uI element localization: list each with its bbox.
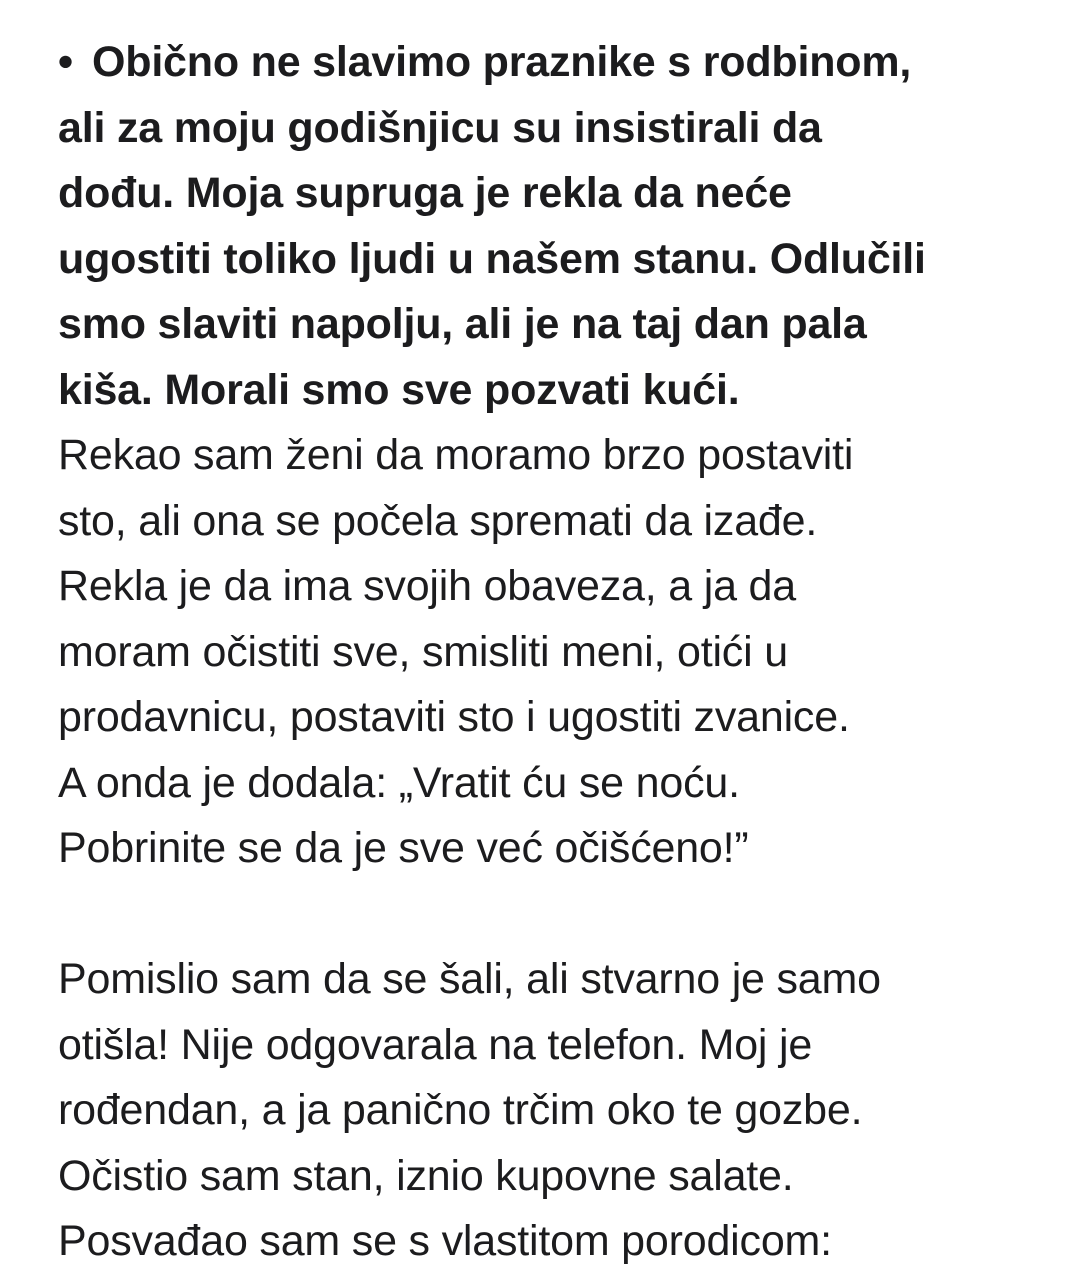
text-line: Pomislio sam da se šali, ali stvarno je samo — [58, 955, 881, 1003]
text-line: rođendan, a ja panično trčim oko te gozbe. — [58, 1086, 863, 1134]
paragraph-2 — [58, 947, 1048, 1275]
text-line: A onda je dodala: „Vratit ću se noću. — [58, 758, 740, 807]
text-line: Rekao sam ženi da moramo brzo postaviti — [58, 431, 854, 479]
paragraph-spacer — [58, 882, 1048, 948]
text-line: Očistio sam stan, iznio kupovne salate. — [58, 1151, 794, 1200]
text-line: • Obično ne slavimo praznike s rodbinom, — [58, 30, 1048, 96]
text-line: Pobrinite se da je sve već očišćeno!” — [58, 824, 749, 872]
text-line: Rekla je da ima svojih obaveza, a ja da — [58, 562, 796, 610]
text-line: sto, ali ona se počela spremati da izađe. — [58, 496, 818, 545]
text-line: kiša. Morali smo sve pozvati kući. — [58, 365, 740, 414]
note-text — [58, 30, 1048, 1275]
text-line: ugostiti toliko ljudi u našem stanu. Odlučili — [58, 234, 926, 283]
paragraph-1 — [58, 423, 1048, 882]
text-line: smo slaviti napolju, ali je na taj dan pala — [58, 300, 867, 348]
text-line: moram očistiti sve, smisliti meni, otići u — [58, 627, 788, 676]
text-line: dođu. Moja supruga je rekla da neće — [58, 169, 792, 217]
text-line: otišla! Nije odgovarala na telefon. Moj je — [58, 1020, 813, 1069]
bullet-icon: • — [58, 38, 73, 86]
text-line: Posvađao sam se s vlastitom porodicom: — [58, 1217, 832, 1265]
text-line: ali za moju godišnjicu su insistirali da — [58, 103, 822, 152]
text-line: prodavnicu, postaviti sto i ugostiti zvanice. — [58, 693, 850, 741]
bold-paragraph — [58, 30, 1048, 423]
